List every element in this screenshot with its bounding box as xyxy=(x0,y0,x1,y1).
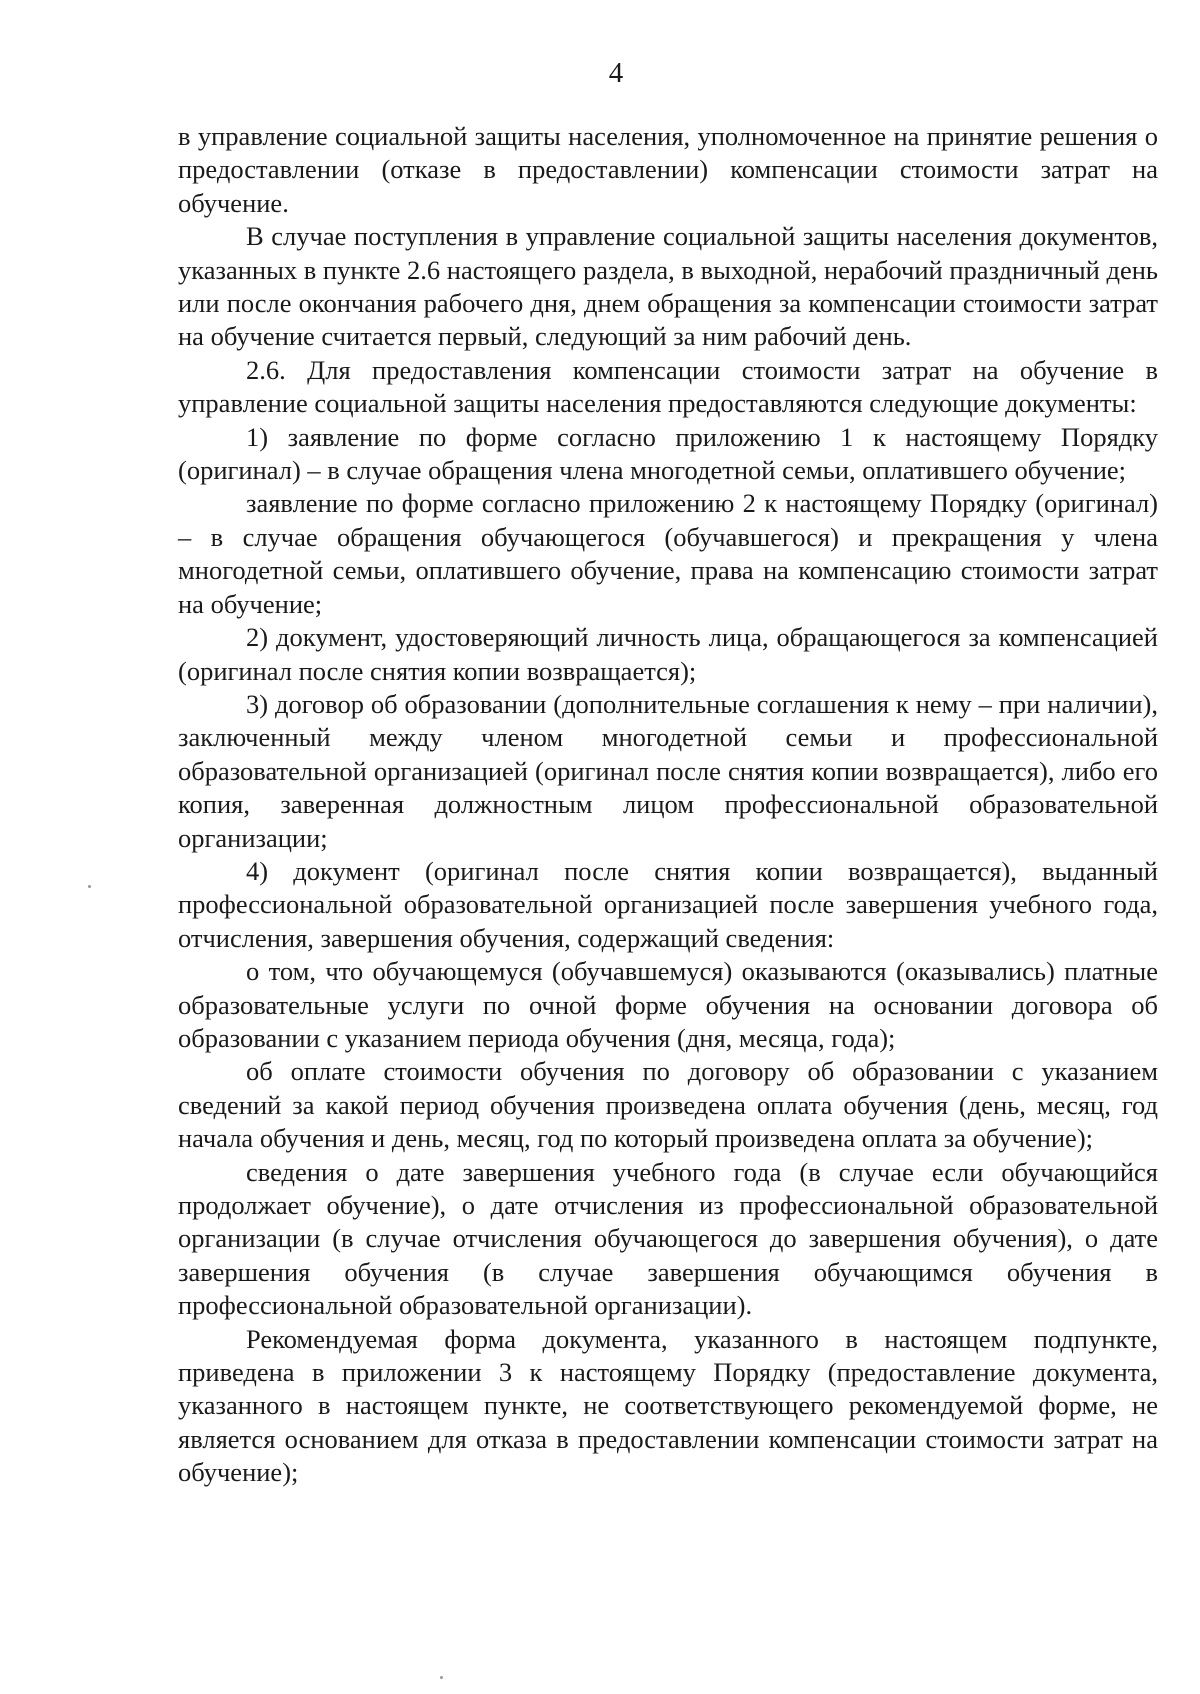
page-number: 4 xyxy=(608,57,624,89)
sub-item: о том, что обучающемуся (обучавшемуся) оказываются (оказывались) платные образовательные услуги по очной форме обучения на основании договора об образовании с указанием периода обучения (дня, месяца, года); xyxy=(178,956,1158,1053)
list-item: 1) заявление по форме согласно приложению 1 к настоящему Порядку (оригинал) – в случае обращения члена многодетной семьи, оплатившего обучение; xyxy=(178,421,1158,486)
list-item: 3) договор об образовании (дополнительные соглашения к нему – при наличии), заключенный между членом многодетной семьи и профессиональной образовательной организацией (оригинал после снятия копии возвращается), либо его копия, заверенная должностным лицом профессиональной образовательной организации; xyxy=(178,688,1158,853)
document-body xyxy=(178,120,1158,1490)
paragraph: 2.6. Для предоставления компенсации стоимости затрат на обучение в управление социальной защиты населения предоставляются следующие документы: xyxy=(178,354,1158,419)
paragraph: Рекомендуемая форма документа, указанного в настоящем подпункте, приведена в приложении 3 к настоящему Порядку (предоставление документа, указанного в настоящем пункте, не соответствующего рекомендуемой форме, не является основанием для отказа в предоставлении компенсации стоимости затрат на обучение); xyxy=(178,1323,1158,1488)
list-item: заявление по форме согласно приложению 2 к настоящему Порядку (оригинал) – в случае обращения обучающегося (обучавшегося) и прекращения у члена многодетной семьи, оплатившего обучение, права на компенсацию стоимости затрат на обучение; xyxy=(178,488,1158,619)
sub-item: сведения о дате завершения учебного года (в случае если обучающийся продолжает обучение), о дате отчисления из профессиональной образовательной организации (в случае отчисления обучающегося до завершения обучения), о дате завершения обучения (в случае завершения обучающимся обучения в профессиональной образовательной организации). xyxy=(178,1156,1158,1321)
paragraph: в управление социальной защиты населения, уполномоченное на принятие решения о предоставлении (отказе в предоставлении) компенсации стоимости затрат на обучение. xyxy=(178,121,1158,218)
scan-speck xyxy=(88,885,91,888)
list-item: 2) документ, удостоверяющий личность лица, обращающегося за компенсацией (оригинал после снятия копии возвращается); xyxy=(178,622,1158,686)
list-item: 4) документ (оригинал после снятия копии возвращается), выданный профессиональной образовательной организацией после завершения учебного года, отчисления, завершения обучения, содержащий сведения: xyxy=(178,855,1158,953)
sub-item: об оплате стоимости обучения по договору об образовании с указанием сведений за какой период обучения произведена оплата обучения (день, месяц, год начала обучения и день, месяц, год по который произведена оплата за обучение); xyxy=(178,1056,1158,1154)
paragraph: В случае поступления в управление социальной защиты населения документов, указанных в пункте 2.6 настоящего раздела, в выходной, нерабочий праздничный день или после окончания рабочего дня, днем обращения за компенсации стоимости затрат на обучение считается первый, следующий за ним рабочий день. xyxy=(178,221,1158,352)
scan-speck xyxy=(440,1676,443,1679)
